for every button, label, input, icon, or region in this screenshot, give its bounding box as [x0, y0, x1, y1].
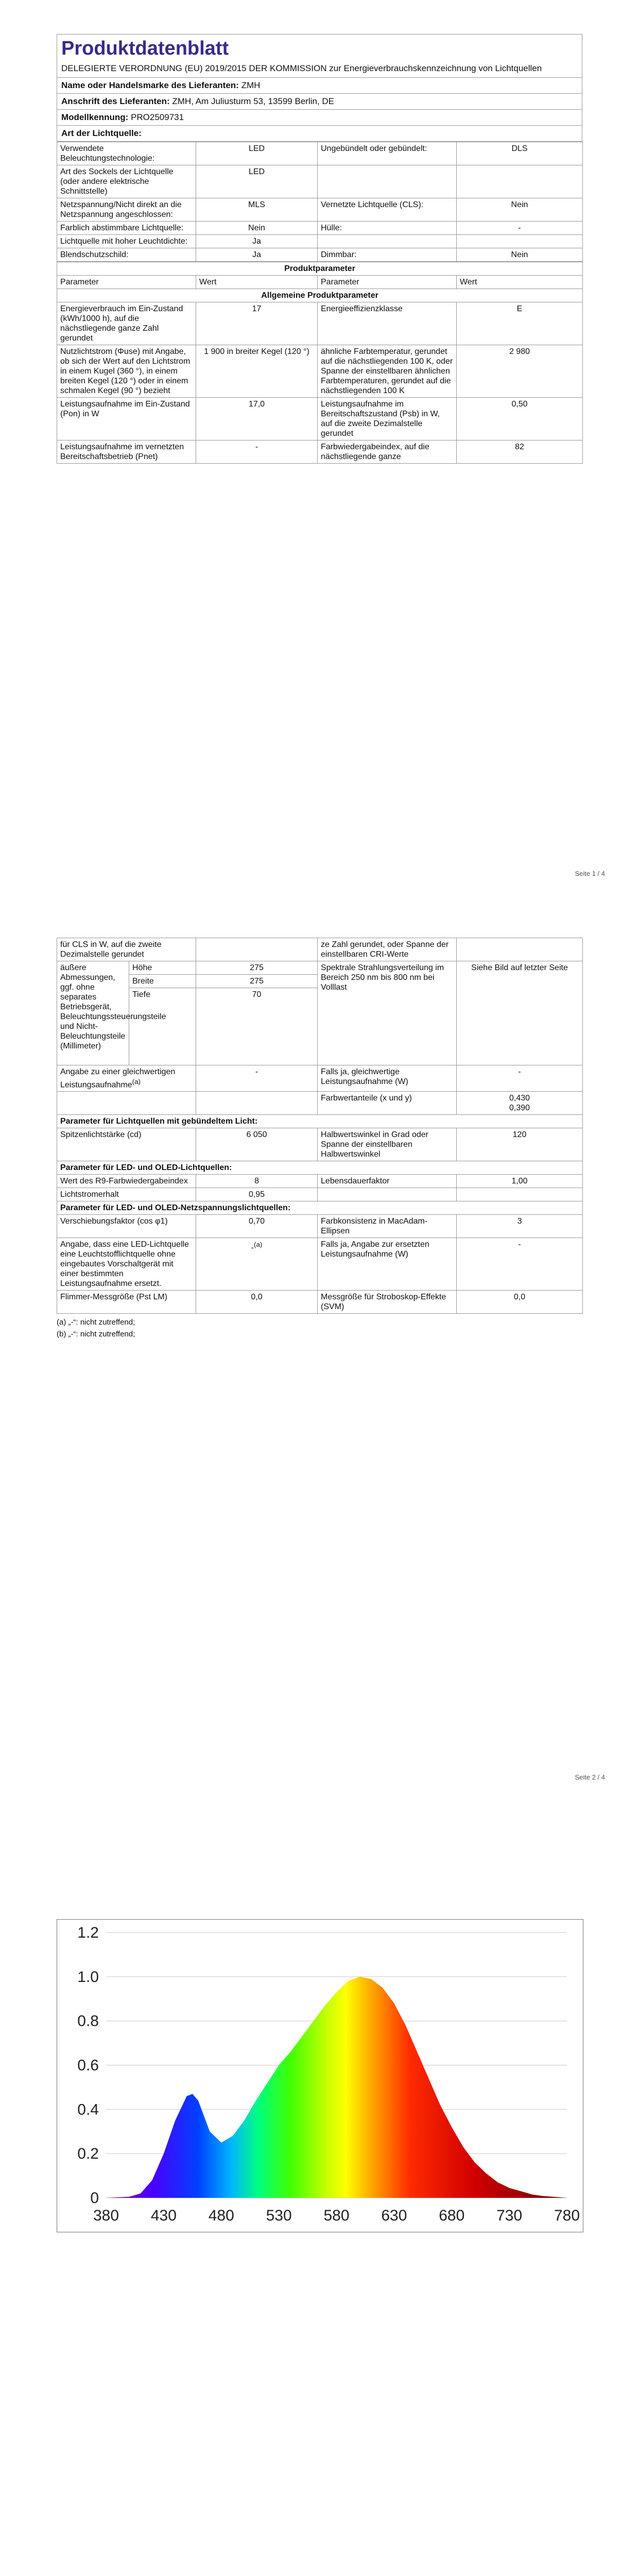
- supplier-name-row: [57, 78, 582, 94]
- peak-label: Spitzenlichtstärke (cd): [57, 1128, 196, 1161]
- x-tick-label: 430: [150, 2207, 177, 2224]
- param-label: Leistungsaufnahme im Bereitschaftszustand (Psb) in W, auf die zweite Dezimalstelle gerundet: [318, 398, 457, 440]
- chart-area: [106, 1977, 567, 2198]
- beam-value: 120: [457, 1128, 583, 1161]
- param-label: [318, 165, 457, 198]
- param-value: Nein: [196, 222, 318, 235]
- dim-width-value: 275: [196, 975, 318, 988]
- y-tick-label: 0: [90, 2190, 99, 2207]
- param-value: [457, 235, 583, 248]
- page-2: [0, 904, 639, 1807]
- y-tick-label: 0.6: [77, 2057, 99, 2074]
- page-1: [0, 0, 639, 904]
- type-row: [57, 248, 583, 262]
- y-tick-label: 1.0: [77, 1968, 99, 1986]
- cos-label: Verschiebungsfaktor (cos φ1): [57, 1215, 196, 1238]
- param-label: Lichtquelle mit hoher Leuchtdichte:: [57, 235, 196, 248]
- beam-label: Halbwertswinkel in Grad oder Spanne der einstellbaren Halbwertswinkel: [318, 1128, 457, 1161]
- flicker-label: Flimmer-Messgröße (Pst LM): [57, 1291, 196, 1314]
- directional-heading: Parameter für Lichtquellen mit gebündeltem Licht:: [57, 1115, 583, 1128]
- dims-label: äußere Abmessungen, ggf. ohne separates Betriebsgerät, Beleuchtungssteuerungsteile und Nicht-Beleuchtungsteile (Millimeter): [57, 961, 129, 1065]
- datasheet: [57, 34, 582, 464]
- param-value: 1 900 in breiter Kegel (120 °): [196, 345, 318, 398]
- dim-width-label: Breite: [129, 975, 196, 988]
- param-label: Verwendete Beleuchtungstechnologie:: [57, 142, 196, 165]
- param-label: ähnliche Farbtemperatur, gerundet auf die nächstliegenden 100 K, oder Spanne der einstellbaren ähnlichen Farbtemperaturen, gerundet auf die nächstliegenden 100 K: [318, 345, 457, 398]
- param-value: Nein: [457, 198, 583, 222]
- y-tick-labels: [77, 1924, 99, 2207]
- param-value: -: [457, 222, 583, 235]
- model-row: [57, 110, 582, 126]
- type-row: [57, 165, 583, 198]
- param-label: Energieeffizienzklasse: [318, 302, 457, 345]
- cont-left-text: für CLS in W, auf die zweite Dezimalstelle gerundet: [57, 938, 196, 961]
- type-row: [57, 222, 583, 235]
- supplier-address-row: [57, 94, 582, 110]
- claim-right-value: -: [457, 1238, 583, 1291]
- param-label: Netzspannung/Nicht direkt an die Netzspannung angeschlossen:: [57, 198, 196, 222]
- dim-depth-label: Tiefe: [129, 988, 196, 1065]
- general-row: [57, 302, 583, 345]
- claim-right-label: Falls ja, Angabe zur ersetzten Leistungsaufnahme (W): [318, 1238, 457, 1291]
- x-tick-label: 680: [439, 2207, 465, 2224]
- r9-value: 8: [196, 1175, 318, 1188]
- param-value: E: [457, 302, 583, 345]
- supplier-name-value: ZMH: [241, 80, 261, 90]
- supplier-address-value: ZMH, Am Juliusturm 53, 13599 Berlin, DE: [172, 96, 335, 106]
- page-number-1: Seite 1 / 4: [575, 870, 605, 877]
- param-value: 0,50: [457, 398, 583, 440]
- spd-label: Spektrale Strahlungsverteilung im Bereich 250 nm bis 800 nm bei Volllast: [318, 961, 457, 1065]
- equiv-right-label: Falls ja, gleichwertige Leistungsaufnahme (W): [318, 1065, 457, 1092]
- param-value: Ja: [196, 235, 318, 248]
- param-value: MLS: [196, 198, 318, 222]
- param-label: Hülle:: [318, 222, 457, 235]
- param-label: Leistungsaufnahme im Ein-Zustand (Pon) in W: [57, 398, 196, 440]
- y-tick-label: 1.2: [77, 1924, 99, 1941]
- param-value: LED: [196, 142, 318, 165]
- dim-height-value: 275: [196, 961, 318, 975]
- type-row: [57, 142, 583, 165]
- model-label: Modellkennung:: [61, 112, 129, 122]
- col-value-2: Wert: [457, 276, 583, 289]
- col-param-2: Parameter: [318, 276, 457, 289]
- y-tick-label: 0.8: [77, 2012, 99, 2030]
- product-params-heading: Produktparameter: [57, 262, 583, 276]
- spectrum-chart: [57, 1919, 583, 2232]
- type-table: [57, 142, 583, 262]
- equiv-value: -: [196, 1065, 318, 1092]
- spd-value: Siehe Bild auf letzter Seite: [457, 961, 583, 1065]
- life-label: Lebensdauerfaktor: [318, 1175, 457, 1188]
- type-row: [57, 126, 582, 142]
- lm-value: 0,95: [196, 1188, 318, 1201]
- col-value-1: Wert: [196, 276, 318, 289]
- param-label: Ungebündelt oder gebündelt:: [318, 142, 457, 165]
- svm-label: Messgröße für Stroboskop-Effekte (SVM): [318, 1291, 457, 1314]
- datasheet-continued: [57, 938, 582, 1338]
- param-value: [457, 165, 583, 198]
- x-tick-label: 780: [554, 2207, 580, 2224]
- x-tick-label: 380: [93, 2207, 119, 2224]
- sdcm-value: 3: [457, 1215, 583, 1238]
- param-value: Ja: [196, 248, 318, 262]
- type-label: Art der Lichtquelle:: [61, 128, 142, 138]
- svm-value: 0,0: [457, 1291, 583, 1314]
- peak-value: 6 050: [196, 1128, 318, 1161]
- x-tick-label: 530: [266, 2207, 292, 2224]
- param-value: 17,0: [196, 398, 318, 440]
- param-label: Farblich abstimmbare Lichtquelle:: [57, 222, 196, 235]
- param-label: Dimmbar:: [318, 248, 457, 262]
- x-tick-label: 630: [381, 2207, 407, 2224]
- supplier-address-label: Anschrift des Lieferanten:: [61, 96, 170, 106]
- sdcm-label: Farbkonsistenz in MacAdam-Ellipsen: [318, 1215, 457, 1238]
- lm-label: Lichtstromerhalt: [57, 1188, 196, 1201]
- param-value: -: [196, 440, 318, 464]
- param-value: LED: [196, 165, 318, 198]
- life-value: 1,00: [457, 1175, 583, 1188]
- footnote-b: (b) „-“: nicht zutreffend;: [57, 1330, 135, 1339]
- footnote-a: (a) „-“: nicht zutreffend;: [57, 1318, 135, 1327]
- param-label: [318, 235, 457, 248]
- col-param-1: Parameter: [57, 276, 196, 289]
- param-value: 2 980: [457, 345, 583, 398]
- equiv-right-value: -: [457, 1065, 583, 1092]
- regulation-text: DELEGIERTE VERORDNUNG (EU) 2019/2015 DER KOMMISSION zur Energieverbrauchskennzeichnung von Lichtquellen: [57, 62, 582, 78]
- params-table: [57, 262, 583, 464]
- spectrum-series: [106, 1977, 567, 2198]
- param-label: Energieverbrauch im Ein-Zustand (kWh/1000 h), auf die nächstliegende ganze Zahl gerundet: [57, 302, 196, 345]
- claim-label: Angabe, dass eine LED-Lichtquelle eine Leuchtstofflichtquelle ohne eingebautes Vorschaltgerät mit einer bestimmten Leistungsaufnahme ersetzt.: [57, 1238, 196, 1291]
- x-tick-labels: [93, 2207, 580, 2224]
- cont-right-text: ze Zahl gerundet, oder Spanne der einstellbaren CRI-Werte: [318, 938, 457, 961]
- spectrum-svg: [57, 1920, 582, 2231]
- param-value: 17: [196, 302, 318, 345]
- model-value: PRO2509731: [131, 112, 184, 122]
- type-row: [57, 198, 583, 222]
- chroma-values: 0,430 0,390: [457, 1092, 583, 1115]
- general-row: [57, 398, 583, 440]
- page-title: Produktdatenblatt: [57, 34, 582, 62]
- y-tick-label: 0.2: [77, 2145, 99, 2163]
- mains-heading: Parameter für LED- und OLED-Netzspannungslichtquellen:: [57, 1201, 583, 1215]
- param-value: Nein: [457, 248, 583, 262]
- r9-label: Wert des R9-Farbwiedergabeindex: [57, 1175, 196, 1188]
- equiv-label: Angabe zu einer gleichwertigen Leistungsaufnahme$^{(a)}$: [57, 1065, 196, 1092]
- supplier-name-label: Name oder Handelsmarke des Lieferanten:: [61, 80, 239, 90]
- y-tick-label: 0.4: [77, 2101, 99, 2119]
- x-tick-label: 580: [323, 2207, 350, 2224]
- x-tick-label: 730: [496, 2207, 523, 2224]
- x-tick-label: 480: [208, 2207, 234, 2224]
- param-value: 82: [457, 440, 583, 464]
- cos-value: 0,70: [196, 1215, 318, 1238]
- param-label: Vernetzte Lichtquelle (CLS):: [318, 198, 457, 222]
- dim-height-label: Höhe: [129, 961, 196, 975]
- param-label: Nutzlichtstrom (Φuse) mit Angabe, ob sich der Wert auf den Lichtstrom in einem Kugel (360 °), in einem breiten Kegel (120 °) oder in einem schmalen Kegel (90 °) bezieht: [57, 345, 196, 398]
- dim-depth-value: 70: [196, 988, 318, 1065]
- param-label: Leistungsaufnahme im vernetzten Bereitschaftsbetrieb (Pnet): [57, 440, 196, 464]
- params-table-continued: [57, 938, 583, 1314]
- type-row: [57, 235, 583, 248]
- flicker-value: 0,0: [196, 1291, 318, 1314]
- param-label: Blendschutzschild:: [57, 248, 196, 262]
- param-label: Farbwiedergabeindex, auf die nächstliegende ganze: [318, 440, 457, 464]
- param-label: Art des Sockels der Lichtquelle (oder andere elektrische Schnittstelle): [57, 165, 196, 198]
- claim-value: -$^{(a)}$: [196, 1238, 318, 1291]
- general-row: [57, 345, 583, 398]
- chroma-label: Farbwertanteile (x und y): [318, 1092, 457, 1115]
- page-number-2: Seite 2 / 4: [575, 1773, 605, 1781]
- general-row: [57, 440, 583, 464]
- led-heading: Parameter für LED- und OLED-Lichtquellen:: [57, 1161, 583, 1175]
- param-value: DLS: [457, 142, 583, 165]
- general-params-heading: Allgemeine Produktparameter: [57, 289, 583, 302]
